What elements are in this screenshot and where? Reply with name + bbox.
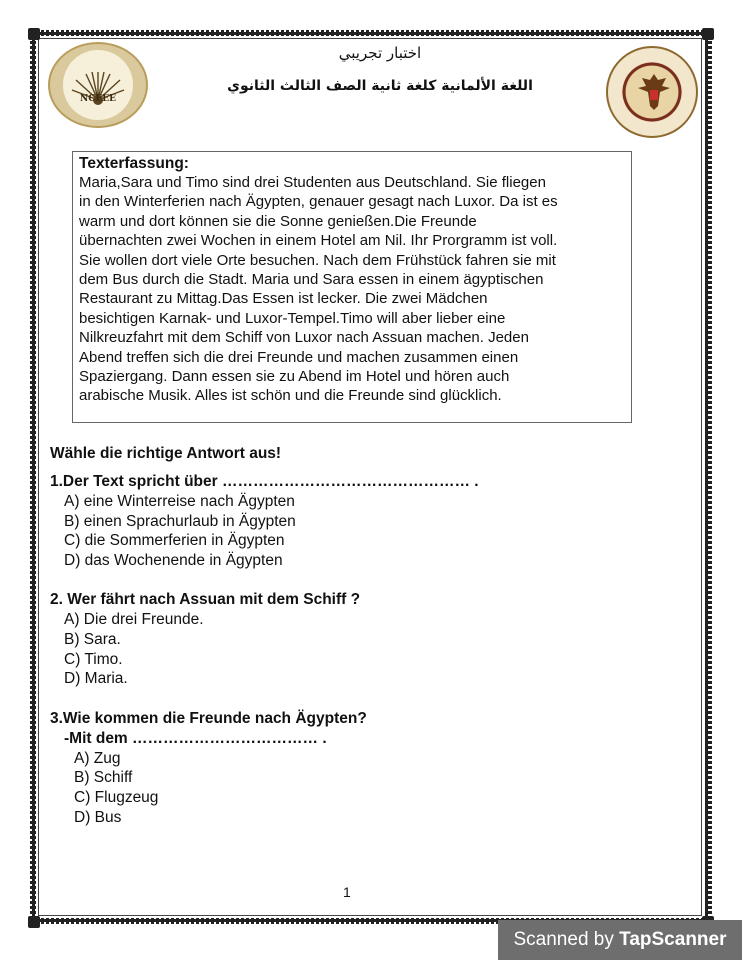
answer-option[interactable]: A) eine Winterreise nach Ägypten — [64, 493, 295, 510]
question-2 — [50, 590, 690, 688]
nceee-logo — [48, 42, 148, 128]
question-3 — [50, 709, 690, 827]
question-title: 1.Der Text spricht über ………………………………………… . — [50, 473, 479, 490]
answer-option[interactable]: C) Flugzeug — [74, 788, 159, 806]
question-title: 3.Wie kommen die Freunde nach Ägypten? — [50, 709, 367, 727]
page-number: 1 — [343, 884, 351, 900]
answer-option[interactable]: B) einen Sprachurlaub in Ägypten — [64, 512, 296, 530]
passage-line: warm und dort können sie die Sonne genießen.Die Freunde — [79, 212, 477, 230]
answer-option[interactable]: B) Sara. — [64, 630, 121, 648]
passage-line: arabische Musik. Alles ist schön und die Freunde sind glücklich. — [79, 387, 502, 405]
corner-ornament — [28, 28, 40, 40]
answer-option[interactable]: B) Schiff — [74, 769, 133, 787]
passage-title: Texterfassung: — [79, 155, 189, 172]
passage-line: Restaurant zu Mittag.Das Essen ist lecker. Die zwei Mädchen — [79, 290, 488, 308]
instructions: Wähle die richtige Antwort aus! — [50, 445, 282, 462]
passage-line: Nilkreuzfahrt mit dem Schiff von Luxor nach Assuan machen. Jeden — [79, 329, 529, 347]
passage-line: Abend treffen sich die drei Freunde und machen zusammen einen — [79, 348, 519, 366]
passage-line: in den Winterferien nach Ägypten, genauer gesagt nach Luxor. Da ist es — [79, 193, 558, 211]
passage-line: Spaziergang. Dann essen sie zu Abend im Hotel und hören auch — [79, 368, 510, 386]
answer-option[interactable]: C) die Sommerferien in Ägypten — [64, 532, 285, 550]
answer-option[interactable]: D) Bus — [74, 808, 122, 826]
corner-ornament — [28, 916, 40, 928]
passage-line: besichtigen Karnak- und Luxor-Tempel.Timo will aber lieber eine — [79, 309, 506, 327]
question-section — [50, 444, 690, 847]
scanner-watermark — [498, 920, 742, 960]
passage-line: Sie wollen dort viele Orte besuchen. Nach dem Frühstück fahren sie mit — [79, 251, 556, 269]
answer-option[interactable]: A) Die drei Freunde. — [64, 611, 204, 629]
scanner-prefix: Scanned by — [513, 929, 620, 950]
passage-line: übernachten zwei Wochen in einem Hotel am Nil. Ihr Prorgramm ist voll. — [79, 232, 558, 250]
question-prompt: -Mit dem ……………………………… . — [64, 729, 327, 747]
reading-passage-box — [72, 151, 632, 423]
question-title: 2. Wer fährt nach Assuan mit dem Schiff ? — [50, 591, 361, 609]
corner-ornament — [702, 28, 714, 40]
answer-option[interactable]: C) Timo. — [64, 650, 123, 668]
exam-subtitle: اللغة الألمانية كلغة ثانية الصف الثالث الثانوي — [227, 78, 533, 94]
scanner-brand: TapScanner — [619, 929, 727, 950]
eagle-icon — [636, 72, 672, 112]
ministry-seal — [606, 46, 698, 138]
answer-option[interactable]: D) das Wochenende in Ägypten — [64, 551, 283, 569]
exam-title: اختبار تجريبي — [338, 44, 422, 62]
question-1 — [50, 472, 690, 570]
logo-text: NCEEE — [80, 94, 116, 104]
passage-line: Maria,Sara und Timo sind drei Studenten aus Deutschland. Sie fliegen — [79, 174, 546, 191]
passage-text — [79, 173, 625, 406]
answer-option[interactable]: A) Zug — [74, 749, 121, 767]
answer-option[interactable]: D) Maria. — [64, 670, 128, 688]
passage-line: dem Bus durch die Stadt. Maria und Sara essen in einem ägyptischen — [79, 271, 544, 289]
